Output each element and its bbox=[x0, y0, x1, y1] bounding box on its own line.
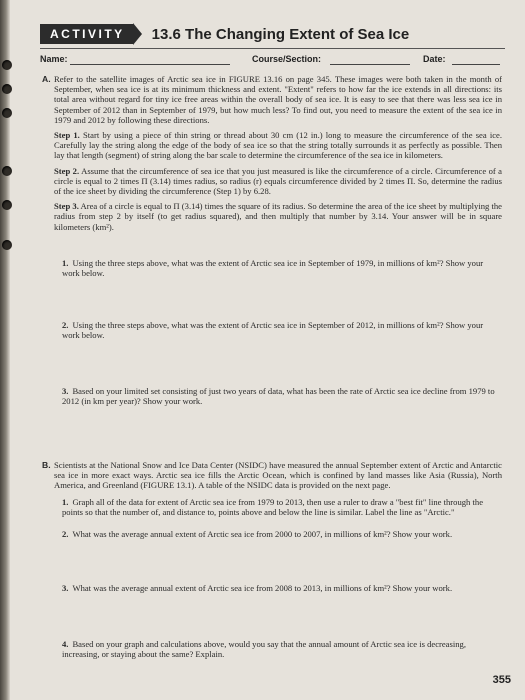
question-text: Using the three steps above, what was the extent of Arctic sea ice in September of 1979, in millions of km²? Show your work below. bbox=[62, 258, 484, 279]
question-b2 bbox=[62, 529, 502, 539]
page-title: 13.6 The Changing Extent of Sea Ice bbox=[151, 25, 410, 43]
part-b-label: B. bbox=[42, 460, 51, 470]
step-1 bbox=[54, 130, 502, 161]
tag-arrow bbox=[133, 23, 142, 45]
binding-edge bbox=[0, 0, 10, 700]
step-text: Start by using a piece of thin string or thread about 30 cm (12 in.) long to measure the circumference of the sea ice. Carefully lay the string along the edge of the body of sea ice so that the string totally surrounds it as perfectly as possible. Then lay that length (segment) of string along the bar scale to determine the circumference of the sea ice in kilometers. bbox=[54, 130, 502, 161]
question-number: 3. bbox=[62, 386, 69, 396]
step-label: Step 1. bbox=[54, 130, 80, 141]
question-text: What was the average annual extent of Arctic sea ice from 2008 to 2013, in millions of km²? Show your work. bbox=[72, 583, 453, 593]
question-text: Using the three steps above, what was the extent of Arctic sea ice in September of 2012, in millions of km²? Show your work below. bbox=[62, 320, 484, 341]
question-text: Based on your limited set consisting of just two years of data, what has been the rate of Arctic sea ice decline from 1979 to 2012 (in km per year)? Show your work. bbox=[62, 386, 495, 407]
question-a3 bbox=[62, 386, 502, 406]
student-fields bbox=[40, 54, 500, 68]
course-field[interactable] bbox=[330, 54, 410, 65]
step-label: Step 3. bbox=[54, 201, 79, 212]
step-label: Step 2. bbox=[54, 165, 80, 176]
header-rule bbox=[40, 48, 505, 49]
date-field[interactable] bbox=[452, 54, 500, 65]
punch-hole bbox=[2, 60, 12, 70]
part-b bbox=[42, 460, 502, 491]
question-number: 2. bbox=[62, 320, 69, 330]
part-a bbox=[42, 74, 502, 232]
activity-header bbox=[40, 22, 409, 46]
question-b1 bbox=[62, 497, 502, 517]
step-3 bbox=[54, 201, 502, 232]
question-text: Graph all of the data for extent of Arctic sea ice from 1979 to 2013, then use a ruler to draw a "best fit" line through the points so that the number of, and distance to, points above and below the line is similar. Label the line as "Arctic." bbox=[62, 497, 484, 518]
step-text: Assume that the circumference of sea ice that you just measured is like the circumference of a circle. Circumference of a circle is equal to 2 times Π (3.14) times radius, so radius (r) equals circumference divided by 2 times Π. So, determine the radius of the ice sheet by dividing the circumference (Step 1) by 6.28. bbox=[54, 165, 502, 197]
question-text: What was the average annual extent of Arctic sea ice from 2000 to 2007, in millions of km²? Show your work. bbox=[72, 529, 453, 539]
question-number: 1. bbox=[62, 258, 69, 268]
course-label: Course/Section: bbox=[252, 54, 322, 64]
question-number: 3. bbox=[62, 583, 69, 593]
page-number: 355 bbox=[492, 674, 511, 686]
punch-hole bbox=[2, 166, 12, 176]
punch-hole bbox=[2, 200, 12, 210]
question-a2 bbox=[62, 320, 502, 340]
part-a-label: A. bbox=[42, 74, 51, 84]
question-number: 1. bbox=[62, 497, 69, 507]
question-b4 bbox=[62, 639, 502, 659]
question-text: Based on your graph and calculations above, would you say that the annual amount of Arctic sea ice is decreasing, increasing, or staying about the same? Explain. bbox=[62, 639, 466, 660]
question-a1 bbox=[62, 258, 502, 278]
name-field[interactable] bbox=[70, 54, 230, 65]
question-number: 4. bbox=[62, 639, 69, 649]
question-number: 2. bbox=[62, 529, 69, 539]
step-text: Area of a circle is equal to Π (3.14) times the square of its radius. So determine the area of the ice sheet by multiplying the radius from step 2 by itself (to get radius squared), and then multiply that number by 3.14. Your answer will be in square kilometers (km²). bbox=[54, 201, 502, 232]
punch-hole bbox=[2, 240, 12, 250]
question-b3 bbox=[62, 583, 502, 593]
date-label: Date: bbox=[423, 54, 446, 64]
part-a-intro: Refer to the satellite images of Arctic sea ice in FIGURE 13.16 on page 345. These images were both taken in the month of September, when sea ice is at its minimum thickness and extent. "Extent" refers to how far the ice extends in all directions: its total area without regard for tiny ice free areas within the overall body of sea ice. It is easy to see that there was less sea ice in September of 2012 than in September of 1979, but how much less? To find out, you need to measure the extent of the sea ice in 1979 and 2012 by following these directions. bbox=[54, 74, 502, 125]
punch-hole bbox=[2, 108, 12, 118]
activity-label: ACTIVITY bbox=[40, 24, 133, 44]
step-2 bbox=[54, 166, 502, 197]
part-b-intro: Scientists at the National Snow and Ice Data Center (NSIDC) have measured the annual September extent of Arctic and Antarctic sea ice in more exact ways. Arctic sea ice fills the Arctic Ocean, which is confined by land masses like Asia (Russia), North America, and Greenland (FIGURE 13.1). A table of the NSIDC data is provided on the next page. bbox=[54, 460, 502, 491]
punch-hole bbox=[2, 84, 12, 94]
name-label: Name: bbox=[40, 54, 68, 64]
